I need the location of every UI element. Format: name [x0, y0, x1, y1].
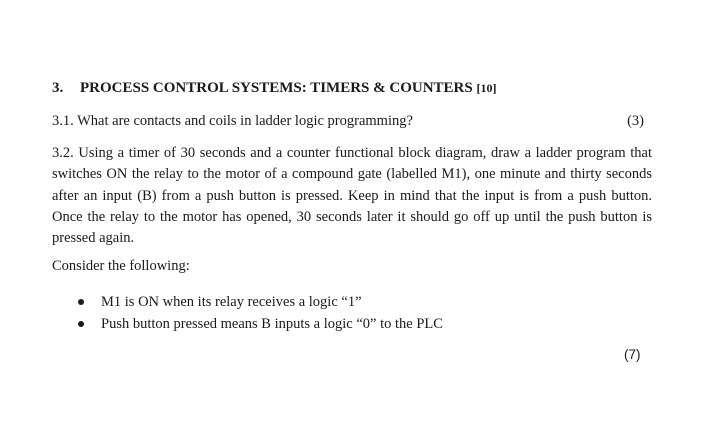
section-marks: [10] — [476, 81, 497, 95]
question-3-2-marks: (7) — [624, 347, 641, 362]
bullet-text: Push button pressed means B inputs a logic “0” to the PLC — [101, 316, 443, 332]
section-heading — [52, 80, 496, 97]
question-3-1-marks: (3) — [627, 113, 644, 129]
question-3-1-text: . What are contacts and coils in ladder logic programming? — [70, 113, 413, 129]
bullet-list — [52, 291, 652, 335]
section-title: PROCESS CONTROL SYSTEMS: TIMERS & COUNTERS — [80, 80, 473, 96]
bullet-text: M1 is ON when its relay receives a logic “1” — [101, 294, 362, 310]
list-item — [52, 313, 652, 335]
bullet-icon — [78, 299, 84, 305]
question-3-2-text: 3.2. Using a timer of 30 seconds and a counter functional block diagram, draw a ladder program that switches ON the relay to the motor of a compound gate (labelled M1), one minute and thirty seconds after an input (B) from a push button is pressed. Keep in mind that the input is from a push button. Once the relay to the motor has opened, 30 seconds later it should go off up until the push button is pressed again. — [52, 145, 652, 247]
bullet-icon — [78, 321, 84, 327]
question-3-1-number: 3.1 — [52, 113, 71, 129]
consider-label: Consider the following: — [52, 258, 190, 274]
question-3-1 — [52, 113, 644, 130]
list-item — [52, 291, 652, 313]
section-number: 3. — [52, 80, 64, 96]
